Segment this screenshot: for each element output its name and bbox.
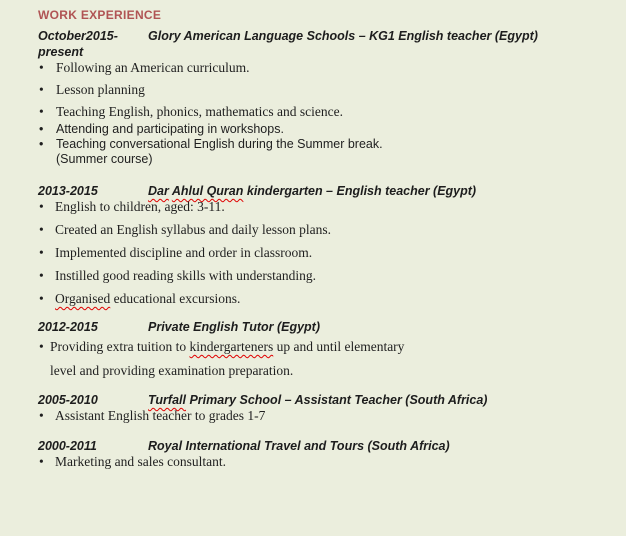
misspelled-word: Ahlul Quran [171,184,244,198]
bullet-list [38,60,473,167]
experience-section-royal-international [38,438,598,469]
bullet-list [38,454,598,469]
experience-section-turfall [38,392,598,423]
experience-section-dar-ahlul-quran [38,183,598,306]
bullet-line [50,359,493,383]
work-experience-heading: WORK EXPERIENCE [38,8,162,22]
bullet-item [38,268,483,283]
experience-section-private-tutor [38,319,598,383]
text-run: Private English Tutor (Egypt) [148,320,321,334]
job-title [148,392,598,408]
experience-header-row [38,392,598,408]
date-range [38,28,148,60]
text-run: educational excursions. [113,291,241,306]
date-line: 2005-2010 [38,393,98,407]
job-title [148,28,598,44]
misspelled-word: Organised [55,291,111,306]
text-run: Following an American curriculum. [56,60,250,75]
text-run: Teaching English, phonics, mathematics and science. [56,104,343,119]
text-run: Implemented discipline and order in classroom. [55,245,313,260]
text-run: level and providing examination preparation. [50,363,294,378]
job-title [148,319,598,335]
job-title [148,183,598,199]
text-run: Royal International Travel and Tours (South Africa) [148,439,450,453]
bullet-item [38,82,473,97]
date-line: October2015- [38,29,118,43]
date-range [38,438,148,454]
text-run: Providing extra tuition to [50,339,187,354]
text-run: Created an English syllabus and daily lesson plans. [55,222,331,237]
date-range [38,392,148,408]
experience-header-row [38,438,598,454]
bullet-item [38,122,473,137]
text-run: (Summer course) [56,152,153,166]
text-run: Lesson planning [56,82,145,97]
experience-header-row [38,28,598,60]
text-run: Teaching conversational English during the Summer break. [56,137,383,151]
bullet-line [50,335,493,359]
job-title [148,438,598,454]
bullet-item [38,291,483,306]
experience-header-row [38,183,598,199]
bullet-line [56,137,473,152]
text-run: Marketing and sales consultant. [55,454,226,469]
date-line: 2000-2011 [38,439,97,453]
date-line: 2012-2015 [38,320,98,334]
bullet-item [38,137,473,167]
misspelled-word: Turfall [148,393,186,407]
bullet-item [38,222,483,237]
date-range [38,183,148,199]
bullet-line [56,152,473,167]
text-run: kindergarten – English teacher (Egypt) [246,184,477,198]
bullet-item [38,408,598,423]
bullet-item [38,199,483,214]
text-run: Primary School – Assistant Teacher (South Africa) [189,393,488,407]
text-run: Attending and participating in workshops. [56,122,284,136]
text-run: up and until elementary [276,339,405,354]
date-range [38,319,148,335]
misspelled-word: Dar [148,184,169,198]
bullet-item [38,245,483,260]
experience-header-row [38,319,598,335]
bullet-list [38,335,493,383]
bullet-item [38,454,598,469]
bullet-item [38,104,473,119]
text-run: Assistant English teacher to grades 1-7 [55,408,266,423]
text-run: Instilled good reading skills with understanding. [55,268,316,283]
experience-section-glory [38,28,598,167]
date-line: present [38,45,84,59]
misspelled-word: kindergarteners [189,339,274,354]
bullet-item [38,335,493,383]
bullet-list [38,199,483,306]
text-run: English to children, aged: 3-11. [55,199,225,214]
bullet-list [38,408,598,423]
date-line: 2013-2015 [38,184,98,198]
bullet-item [38,60,473,75]
text-run: Glory American Language Schools – KG1 English teacher (Egypt) [148,29,538,43]
